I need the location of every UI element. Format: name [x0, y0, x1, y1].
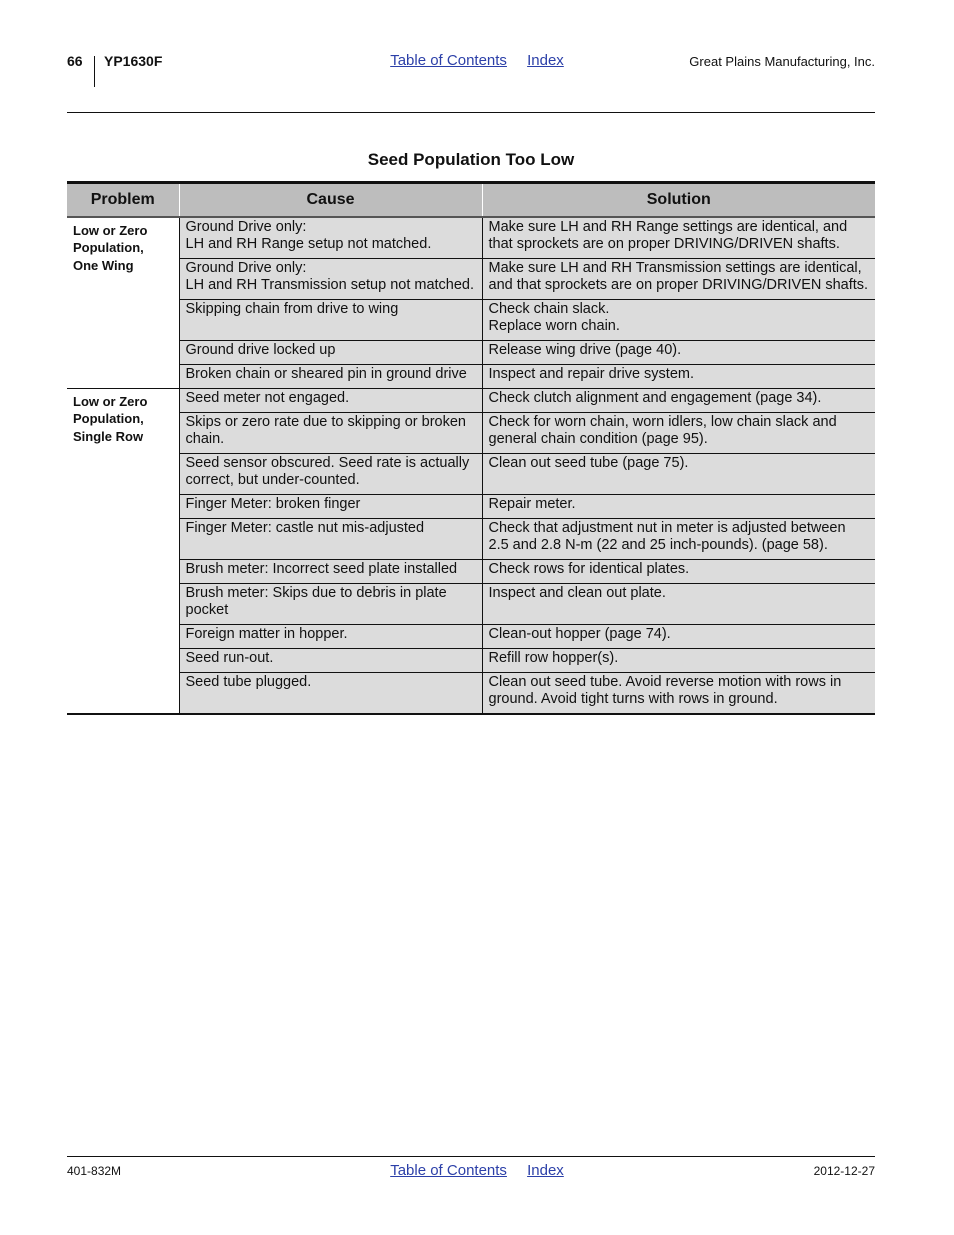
- solution-cell: Check that adjustment nut in meter is adjusted between 2.5 and 2.8 N-m (22 and 25 inch-pounds). (page 58).: [482, 518, 875, 559]
- table-row: [67, 364, 875, 388]
- cause-cell: Seed tube plugged.: [179, 672, 482, 714]
- cause-cell: Ground Drive only: LH and RH Transmission setup not matched.: [179, 258, 482, 299]
- table-row: [67, 648, 875, 672]
- table-row: [67, 258, 875, 299]
- solution-cell: Inspect and clean out plate.: [482, 583, 875, 624]
- cause-cell: Brush meter: Incorrect seed plate installed: [179, 559, 482, 583]
- problem-cell: Low or Zero Population, One Wing: [67, 217, 179, 389]
- table-row: [67, 217, 875, 259]
- section-title: Seed Population Too Low: [367, 150, 575, 169]
- solution-cell: Make sure LH and RH Range settings are identical, and that sprockets are on proper DRIVING/DRIVEN shafts.: [482, 217, 875, 259]
- table-row: [67, 518, 875, 559]
- table-row: [67, 559, 875, 583]
- cause-cell: Skipping chain from drive to wing: [179, 299, 482, 340]
- cause-cell: Brush meter: Skips due to debris in plate pocket: [179, 583, 482, 624]
- troubleshooting-table: [67, 181, 875, 715]
- cause-cell: Finger Meter: broken finger: [179, 494, 482, 518]
- solution-cell: Make sure LH and RH Transmission settings are identical, and that sprockets are on proper DRIVING/DRIVEN shafts.: [482, 258, 875, 299]
- table-body: [67, 217, 875, 714]
- solution-cell: Clean out seed tube. Avoid reverse motion with rows in ground. Avoid tight turns with rows in ground.: [482, 672, 875, 714]
- table-row: [67, 299, 875, 340]
- cause-cell: Seed run-out.: [179, 648, 482, 672]
- footer-nav: [0, 1162, 954, 1179]
- column-header-cause: Cause: [179, 183, 482, 217]
- solution-cell: Release wing drive (page 40).: [482, 340, 875, 364]
- table-row: [67, 583, 875, 624]
- column-header-problem: Problem: [67, 183, 179, 217]
- cause-cell: Broken chain or sheared pin in ground drive: [179, 364, 482, 388]
- table-row: [67, 494, 875, 518]
- column-header-solution: Solution: [482, 183, 875, 217]
- document-number: 401-832M: [67, 1164, 122, 1178]
- solution-cell: Clean-out hopper (page 74).: [482, 624, 875, 648]
- solution-cell: Check clutch alignment and engagement (page 34).: [482, 388, 875, 412]
- solution-cell: Clean out seed tube (page 75).: [482, 453, 875, 494]
- table-row: [67, 340, 875, 364]
- cause-cell: Seed sensor obscured. Seed rate is actually correct, but under-counted.: [179, 453, 482, 494]
- solution-cell: Inspect and repair drive system.: [482, 364, 875, 388]
- footer-rule: [67, 1156, 875, 1157]
- document-date: 2012-12-27: [813, 1164, 875, 1178]
- index-link[interactable]: Index: [527, 1162, 564, 1179]
- index-link[interactable]: Index: [527, 52, 564, 69]
- solution-cell: Repair meter.: [482, 494, 875, 518]
- solution-cell: Check chain slack. Replace worn chain.: [482, 299, 875, 340]
- table-row: [67, 388, 875, 412]
- table-row: [67, 672, 875, 714]
- page-number: 66: [67, 53, 83, 69]
- model-name: YP1630F: [104, 53, 163, 69]
- table-header-row: [67, 183, 875, 217]
- solution-cell: Refill row hopper(s).: [482, 648, 875, 672]
- solution-cell: Check rows for identical plates.: [482, 559, 875, 583]
- solution-cell: Check for worn chain, worn idlers, low chain slack and general chain condition (page 95).: [482, 412, 875, 453]
- table-row: [67, 412, 875, 453]
- table-of-contents-link[interactable]: Table of Contents: [390, 52, 507, 69]
- cause-cell: Ground drive locked up: [179, 340, 482, 364]
- table-row: [67, 624, 875, 648]
- company-name: Great Plains Manufacturing, Inc.: [689, 54, 875, 69]
- cause-cell: Seed meter not engaged.: [179, 388, 482, 412]
- table-of-contents-link[interactable]: Table of Contents: [390, 1162, 507, 1179]
- cause-cell: Skips or zero rate due to skipping or broken chain.: [179, 412, 482, 453]
- table-row: [67, 453, 875, 494]
- header-rule: [67, 112, 875, 113]
- problem-cell: Low or Zero Population, Single Row: [67, 388, 179, 714]
- cause-cell: Finger Meter: castle nut mis-adjusted: [179, 518, 482, 559]
- cause-cell: Foreign matter in hopper.: [179, 624, 482, 648]
- cause-cell: Ground Drive only: LH and RH Range setup not matched.: [179, 217, 482, 259]
